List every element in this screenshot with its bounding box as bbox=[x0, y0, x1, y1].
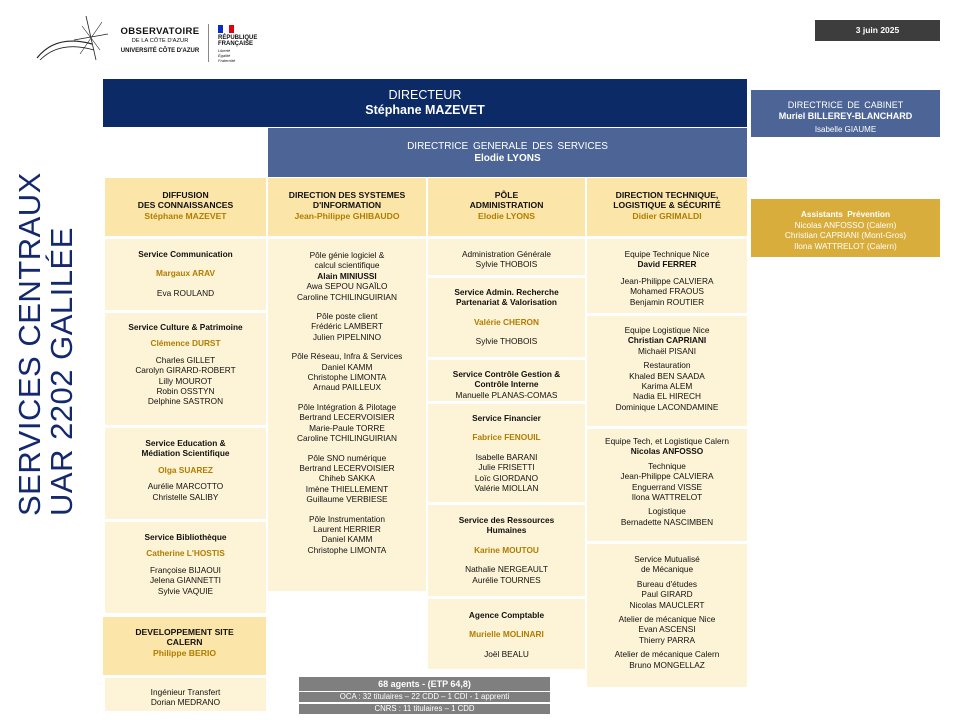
pole-title: Pôle Intégration & Pilotage bbox=[297, 401, 397, 412]
service-title: Agence Comptable bbox=[468, 610, 545, 620]
sub-title: Restauration bbox=[643, 360, 691, 371]
member: Guillaume VERBIESE bbox=[306, 494, 388, 505]
dsi-poles bbox=[268, 239, 426, 591]
pole-title: Pôle poste client bbox=[316, 311, 378, 322]
pole-lead: Alain MINIUSSI bbox=[317, 270, 377, 281]
service-lead: Olga SUAREZ bbox=[158, 464, 213, 475]
member: Jean-Philippe CALVIERA bbox=[620, 275, 714, 286]
pole-title: Pôle SNO numérique bbox=[307, 452, 387, 463]
member: Julie FRISETTI bbox=[478, 462, 535, 473]
member: Sylvie THOBOIS bbox=[475, 336, 538, 347]
member: Evan ASCENSI bbox=[638, 624, 696, 635]
calern-title1: DEVELOPPEMENT SITE bbox=[135, 627, 234, 637]
group-title: Bureau d'études bbox=[636, 578, 698, 589]
service-lead: Valérie CHERON bbox=[473, 316, 540, 327]
member: Laurent HERRIER bbox=[313, 523, 381, 534]
team-title: Equipe Logistique Nice bbox=[624, 325, 710, 335]
member: Eva ROULAND bbox=[156, 287, 215, 298]
pole-instrumentation bbox=[268, 514, 426, 556]
member: Lilly MOUROT bbox=[158, 375, 213, 386]
member: Caroline TCHILINGUIRIAN bbox=[297, 291, 397, 302]
member: Joël BEALU bbox=[484, 648, 529, 659]
directeur-name: Stéphane MAZEVET bbox=[365, 103, 485, 117]
prevention-member: Nicolas ANFOSSO (Calern) bbox=[794, 219, 897, 230]
sub-title: Technique bbox=[648, 460, 686, 471]
member: Caroline TCHILINGUIRIAN bbox=[297, 433, 397, 444]
col1-title2: DES CONNAISSANCES bbox=[137, 200, 234, 211]
service-mutualise-mecanique bbox=[587, 544, 747, 687]
member: Nathalie NERGEAULT bbox=[465, 564, 548, 575]
footer-cnrs: CNRS : 11 titulaires – 1 CDD bbox=[299, 704, 550, 714]
obs-univ: UNIVERSITÉ CÔTE D'AZUR bbox=[120, 48, 200, 54]
service-title: Administration Générale bbox=[461, 249, 551, 259]
logo-divider bbox=[208, 24, 209, 62]
col4-title2: LOGISTIQUE & SÉCURITÉ bbox=[613, 200, 721, 211]
member: Marie-Paule TORRE bbox=[309, 422, 385, 433]
member: Bruno MONGELLAZ bbox=[629, 659, 705, 670]
service-title1: Service Education & bbox=[145, 438, 226, 448]
member: Aurélie MARCOTTO bbox=[147, 481, 224, 492]
member: Mohamed FRAOUS bbox=[630, 286, 704, 297]
member: Christophe LIMONTA bbox=[307, 544, 387, 555]
service-title1: Service Contrôle Gestion & bbox=[452, 369, 561, 379]
pole-genie-logiciel bbox=[268, 250, 426, 302]
member: Isabelle BARANI bbox=[475, 451, 538, 462]
service-title2: Partenariat & Valorisation bbox=[456, 297, 557, 308]
member: Aurélie TOURNES bbox=[472, 574, 541, 585]
service-controle bbox=[428, 360, 585, 401]
calern-name: Philippe BERIO bbox=[152, 647, 217, 658]
service-communication bbox=[105, 239, 266, 310]
col2-head-name: Jean-Philippe GHIBAUDO bbox=[294, 210, 400, 221]
side-title-line1: SERVICES CENTRAUX bbox=[12, 172, 47, 516]
col1-head-name: Stéphane MAZEVET bbox=[144, 210, 227, 221]
member: Charles GILLET bbox=[155, 354, 216, 365]
member: Robin OSSTYN bbox=[156, 386, 215, 397]
equipe-technique-nice bbox=[587, 239, 747, 313]
rf-line1: RÉPUBLIQUE bbox=[218, 35, 258, 41]
cabinet-title: DIRECTRICE DE CABINET bbox=[787, 100, 904, 110]
team-lead: David FERRER bbox=[637, 259, 697, 270]
member: Loïc GIORDANO bbox=[474, 472, 539, 483]
col1-title1: DIFFUSION bbox=[162, 190, 209, 200]
service-recherche bbox=[428, 278, 585, 357]
service-lead: Clémence DURST bbox=[150, 338, 221, 349]
observatoire-star-icon bbox=[34, 14, 112, 62]
service-lead: Catherine L'HOSTIS bbox=[146, 548, 225, 559]
member: Nicolas MAUCLERT bbox=[629, 599, 705, 610]
dgs-title: DIRECTRICE GENERALE DES SERVICES bbox=[407, 141, 608, 152]
pole-title: Pôle Réseau, Infra & Services bbox=[291, 351, 403, 362]
member: Frédéric LAMBERT bbox=[311, 321, 383, 332]
cabinet-box bbox=[751, 90, 940, 137]
member: Jelena GIANNETTI bbox=[149, 575, 221, 586]
calern-title2: CALERN bbox=[166, 637, 203, 648]
service-lead: Margaux ARAV bbox=[155, 268, 215, 279]
service-lead: Karine MOUTOU bbox=[474, 544, 539, 555]
obs-name: OBSERVATOIRE bbox=[120, 26, 200, 37]
member: Awa SEPOU NGAÏLO bbox=[306, 281, 388, 292]
col4-head-name: Didier GRIMALDI bbox=[632, 210, 702, 221]
service-rh bbox=[428, 505, 585, 596]
admin-generale bbox=[428, 239, 585, 275]
team-lead: Nicolas ANFOSSO bbox=[630, 446, 704, 457]
member: Christophe LIMONTA bbox=[307, 372, 387, 383]
member: Bertrand LECERVOISIER bbox=[299, 462, 395, 473]
observatoire-logo bbox=[34, 14, 112, 62]
service-education bbox=[105, 428, 266, 519]
prevention-member: Ilona WATTRELOT (Calern) bbox=[794, 240, 897, 251]
member: Valérie MIOLLAN bbox=[474, 483, 539, 494]
equipe-logistique-nice bbox=[587, 316, 747, 426]
col1-header bbox=[105, 178, 266, 236]
member: Bernadette NASCIMBEN bbox=[620, 516, 714, 527]
directeur-title: DIRECTEUR bbox=[388, 88, 462, 102]
col4-header bbox=[587, 178, 747, 236]
equipe-calern bbox=[587, 429, 747, 541]
transfert-title: Ingénieur Transfert bbox=[150, 687, 221, 697]
member: Thierry PARRA bbox=[638, 634, 696, 645]
member: Bertrand LECERVOISIER bbox=[299, 412, 395, 423]
cabinet-member: Isabelle GIAUME bbox=[814, 125, 877, 134]
service-lead: Murielle MOLINARI bbox=[469, 629, 544, 640]
service-title2: Humaines bbox=[486, 525, 527, 536]
service-title1: Service des Ressources bbox=[458, 515, 555, 525]
prevention-box bbox=[751, 199, 940, 257]
service-title: Service Financier bbox=[472, 413, 541, 423]
service-name: Sylvie THOBOIS bbox=[475, 259, 538, 270]
member: Enguerrand VISSE bbox=[631, 481, 703, 492]
service-title: Service Bibliothèque bbox=[144, 532, 227, 542]
prevention-title: Assistants Prévention bbox=[800, 209, 891, 219]
member: Arnaud PAILLEUX bbox=[312, 382, 382, 393]
service-title: Service Culture & Patrimoine bbox=[128, 322, 243, 332]
member: Daniel KAMM bbox=[321, 534, 373, 545]
service-culture bbox=[105, 313, 266, 425]
member: Karima ALEM bbox=[641, 381, 693, 392]
member: Sylvie VAQUIE bbox=[157, 585, 214, 596]
service-name: Manuelle PLANAS-COMAS bbox=[455, 389, 558, 400]
team-title: Equipe Technique Nice bbox=[624, 249, 710, 259]
member: Chiheb SAKKA bbox=[318, 473, 376, 484]
member: Dominique LACONDAMINE bbox=[615, 401, 719, 412]
member: Carolyn GIRARD-ROBERT bbox=[135, 365, 236, 376]
member: Christelle SALIBY bbox=[152, 491, 219, 502]
transfert-name: Dorian MEDRANO bbox=[150, 697, 221, 708]
member: Benjamin ROUTIER bbox=[629, 296, 705, 307]
col3-title1: PÔLE bbox=[494, 190, 519, 200]
republique-logo bbox=[218, 25, 278, 63]
footer-oca: OCA : 32 titulaires – 22 CDD – 1 CDI - 1 apprenti bbox=[299, 692, 550, 702]
pole-integration bbox=[268, 402, 426, 444]
member: Daniel KAMM bbox=[321, 361, 373, 372]
team-title: Equipe Tech, et Logistique Calern bbox=[605, 436, 729, 446]
pole-sno bbox=[268, 453, 426, 505]
date-badge: 3 juin 2025 bbox=[815, 20, 940, 41]
flag-icon bbox=[218, 25, 234, 33]
pole-title: calcul scientifique bbox=[314, 260, 380, 271]
dgs-box bbox=[268, 128, 747, 177]
rf-line2: FRANÇAISE bbox=[218, 41, 254, 47]
service-title: Service Communication bbox=[138, 249, 233, 259]
prevention-member: Christian CAPRIANI (Mont-Gros) bbox=[784, 230, 907, 240]
member: Julien PIPELNINO bbox=[312, 331, 382, 342]
cabinet-name: Muriel BILLEREY-BLANCHARD bbox=[778, 110, 913, 121]
member: Khaled BEN SAADA bbox=[629, 370, 705, 381]
member: Nadia EL HIRECH bbox=[633, 391, 701, 402]
service-lead: Fabrice FENOUIL bbox=[472, 432, 541, 443]
footer-agents: 68 agents - (ETP 64,8) bbox=[299, 677, 550, 691]
col2-title1: DIRECTION DES SYSTEMES bbox=[288, 190, 406, 200]
service-title1: Service Admin. Recherche bbox=[454, 287, 559, 297]
pole-reseau bbox=[268, 351, 426, 393]
member: Jean-Philippe CALVIERA bbox=[620, 471, 714, 482]
pole-title: Pôle génie logiciel & bbox=[309, 250, 385, 260]
service-title2: Contrôle Interne bbox=[474, 379, 539, 390]
pole-poste-client bbox=[268, 311, 426, 342]
group-title: Atelier de mécanique Calern bbox=[614, 649, 720, 660]
rf-motto: Liberté Égalité Fraternité bbox=[218, 48, 236, 63]
col2-header bbox=[268, 178, 426, 236]
team-lead: Christian CAPRIANI bbox=[627, 335, 707, 346]
directeur-box bbox=[103, 79, 747, 127]
dgs-name: Elodie LYONS bbox=[474, 153, 541, 164]
ingenieur-transfert bbox=[105, 678, 266, 711]
member: Delphine SASTRON bbox=[147, 396, 224, 407]
side-title-line2: UAR 2202 GALILÉE bbox=[44, 227, 79, 516]
member: Imène THIELLEMENT bbox=[305, 483, 389, 494]
group-title: Atelier de mécanique Nice bbox=[618, 614, 716, 625]
service-financier bbox=[428, 404, 585, 502]
member: Michaël PISANI bbox=[637, 345, 697, 356]
service-title1: Service Mutualisé bbox=[634, 554, 700, 564]
col3-header bbox=[428, 178, 585, 236]
col3-head-name: Elodie LYONS bbox=[478, 210, 535, 221]
member: Ilona WATTRELOT bbox=[631, 492, 703, 503]
member: Paul GIRARD bbox=[641, 589, 693, 600]
agence-comptable bbox=[428, 599, 585, 669]
sub-title: Logistique bbox=[648, 506, 686, 517]
pole-title: Pôle Instrumentation bbox=[308, 513, 386, 524]
side-title bbox=[12, 172, 79, 516]
calern-site-box bbox=[103, 617, 266, 675]
col4-title1: DIRECTION TECHNIQUE, bbox=[615, 190, 719, 200]
observatoire-name bbox=[112, 26, 208, 54]
service-title2: de Mécanique bbox=[640, 564, 694, 575]
col3-title2: ADMINISTRATION bbox=[469, 200, 544, 211]
col2-title2: D'INFORMATION bbox=[312, 200, 382, 211]
obs-sub: DE LA CÔTE D'AZUR bbox=[131, 38, 189, 44]
service-title2: Médiation Scientifique bbox=[141, 448, 230, 459]
service-bibliotheque bbox=[105, 522, 266, 613]
member: Françoise BIJAOUI bbox=[149, 564, 221, 575]
